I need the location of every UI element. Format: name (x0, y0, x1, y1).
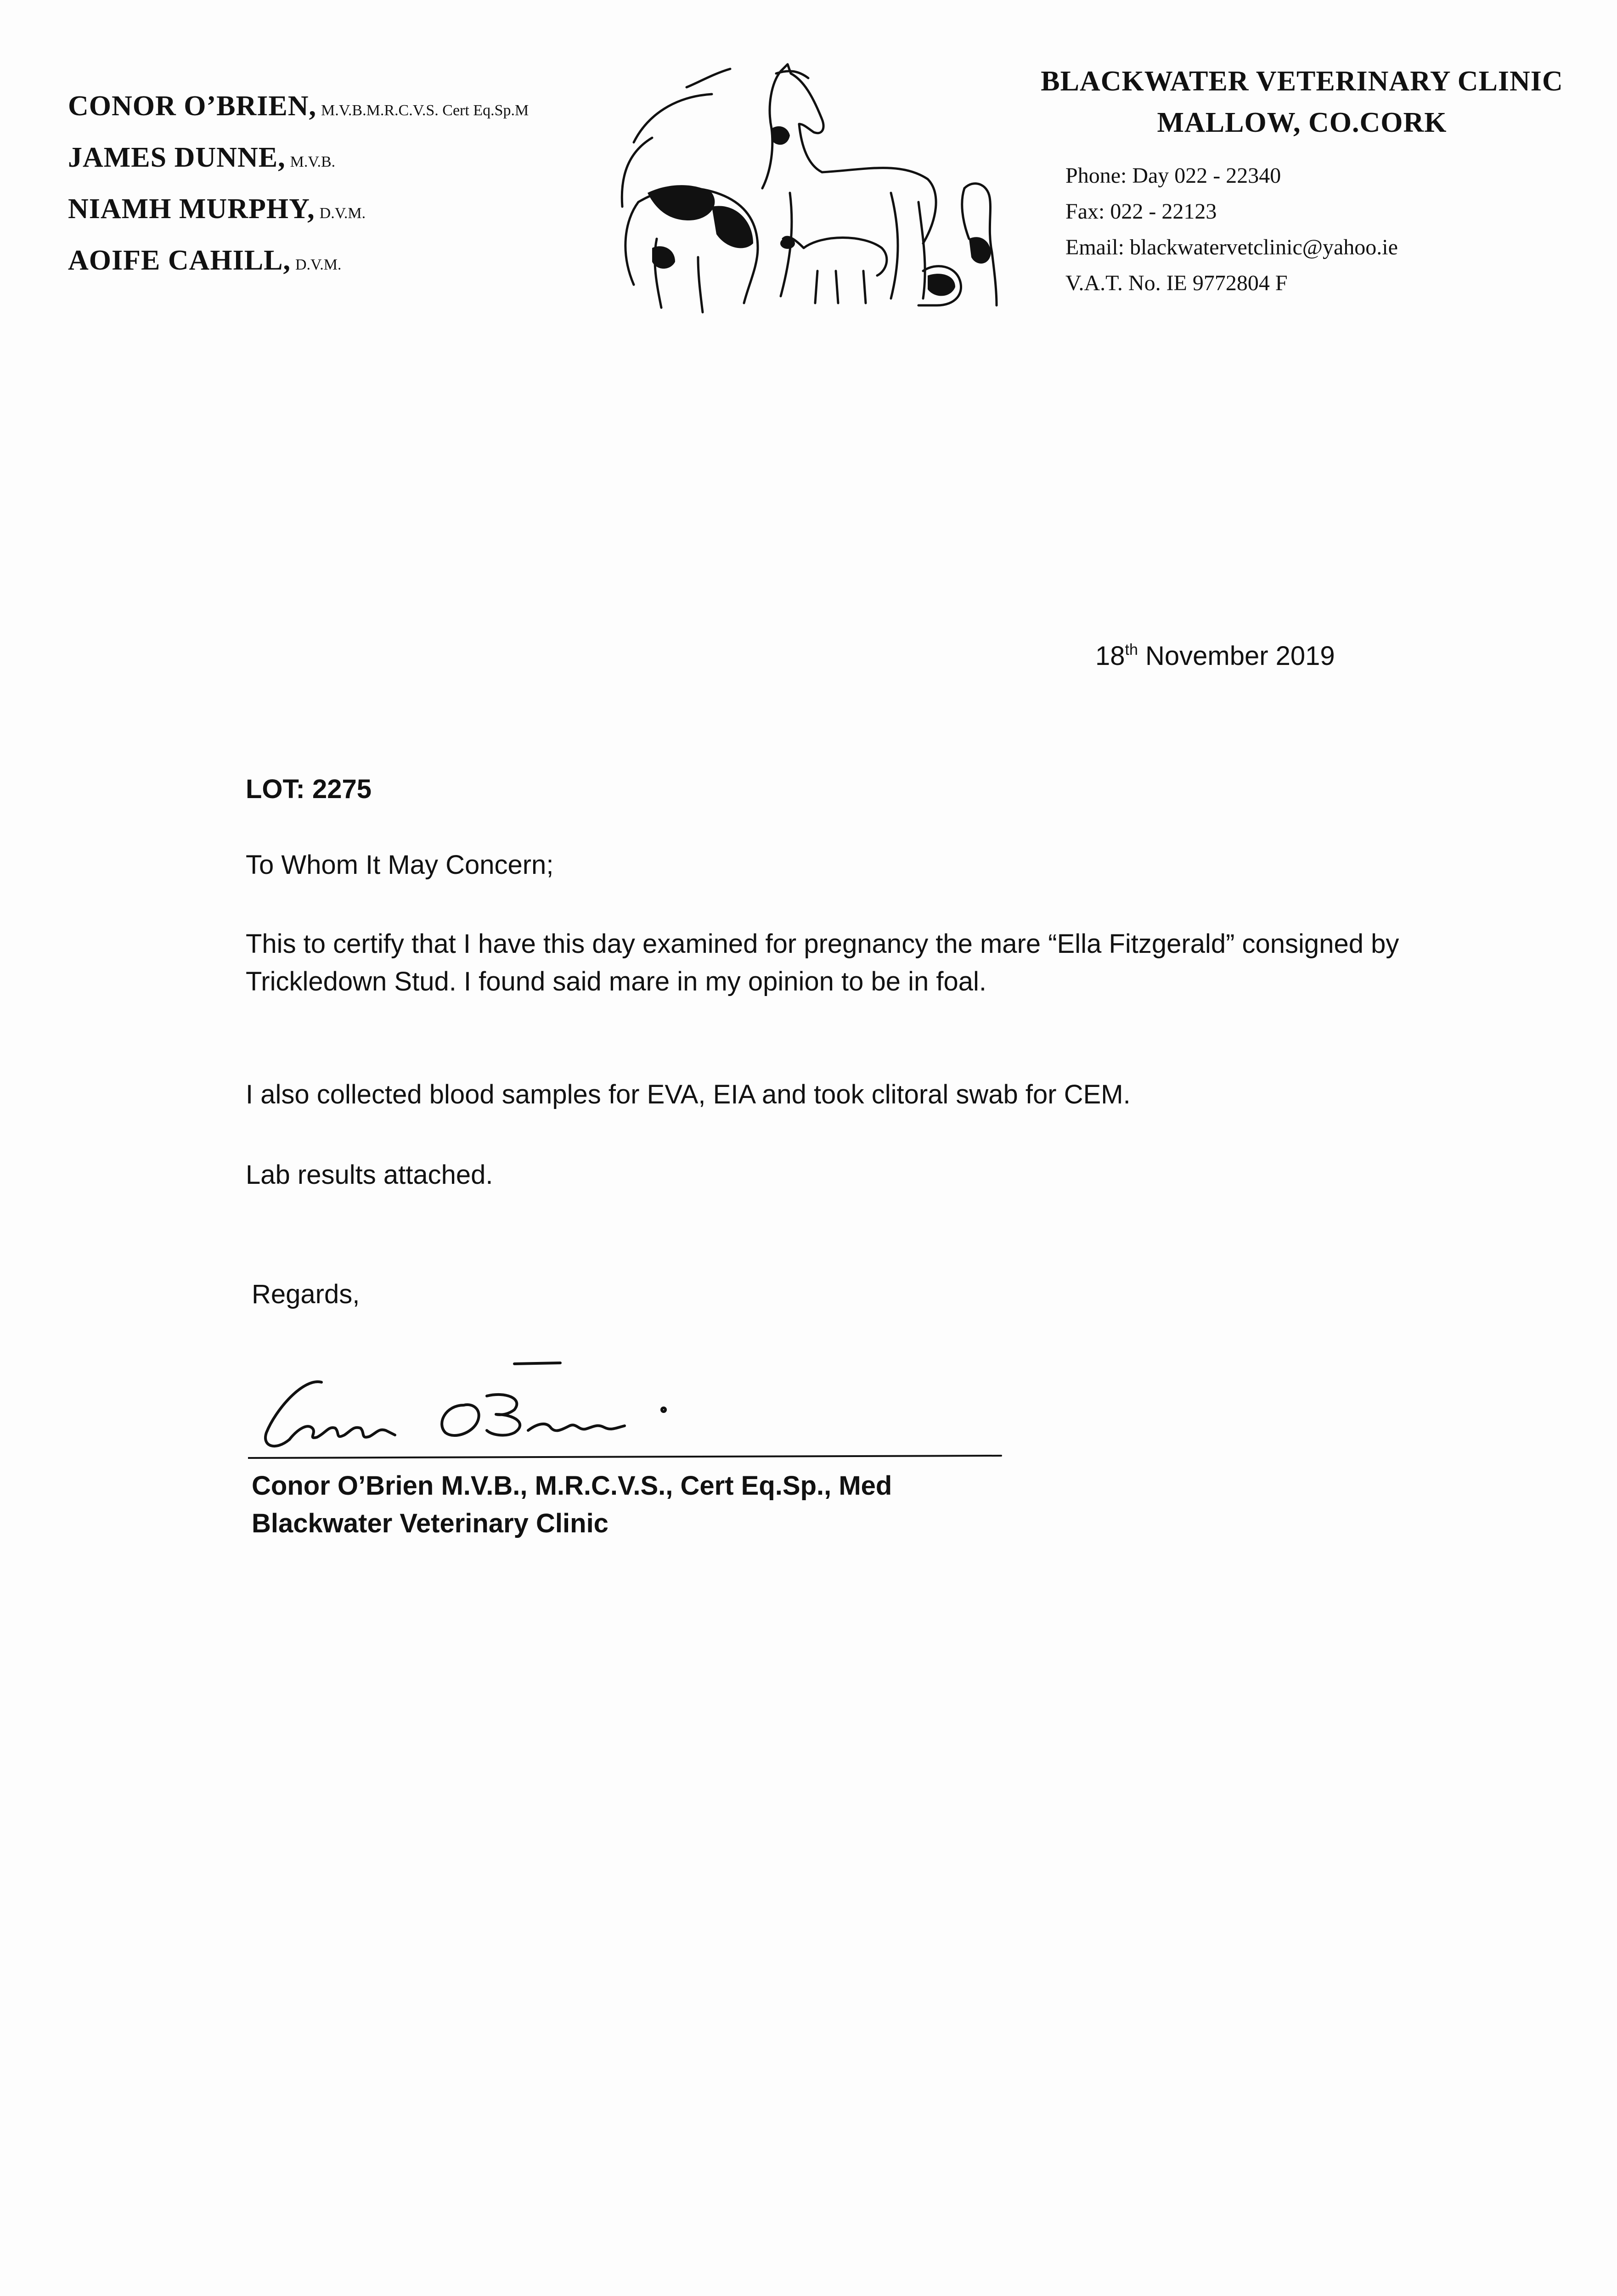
signer-organization: Blackwater Veterinary Clinic (252, 1508, 608, 1538)
date-suffix: th (1125, 641, 1138, 658)
vet-qualifications: D.V.M. (319, 205, 366, 222)
clinic-fax: Fax: 022 - 22123 (1065, 199, 1217, 224)
clinic-contacts (1015, 158, 1589, 301)
vet-name: CONOR O’BRIEN, (68, 90, 317, 122)
certification-paragraph: This to certify that I have this day examined for pregnancy the mare “Ella Fitzgerald” consigned by Trickledown Stud. I found said mare in my opinion to be in foal. (246, 929, 1399, 996)
vet-qualifications: D.V.M. (295, 256, 342, 273)
letter-date (1095, 641, 1335, 671)
clinic-location: MALLOW, CO.CORK (1157, 107, 1447, 138)
vet-name: AOIFE CAHILL, (68, 245, 291, 276)
date-day: 18 (1095, 641, 1125, 671)
clinic-phone: Phone: Day 022 - 22340 (1065, 163, 1281, 188)
clinic-email: Email: blackwatervetclinic@yahoo.ie (1065, 235, 1398, 259)
vet-row (68, 83, 529, 134)
vet-name: JAMES DUNNE, (68, 142, 286, 173)
vet-qualifications: M.V.B.M.R.C.V.S. Cert Eq.Sp.M (321, 102, 529, 119)
vet-name: NIAMH MURPHY, (68, 193, 315, 225)
vet-list (68, 83, 529, 288)
samples-paragraph: I also collected blood samples for EVA, EIA and took clitoral swab for CEM. (246, 1080, 1131, 1109)
vet-qualifications: M.V.B. (290, 153, 336, 170)
closing: Regards, (252, 1279, 360, 1309)
lot-number: LOT: 2275 (246, 774, 372, 804)
clinic-vat: V.A.T. No. IE 9772804 F (1065, 271, 1288, 295)
handwritten-signature (248, 1341, 1029, 1465)
vet-row (68, 186, 529, 237)
animals-logo-icon (606, 55, 1020, 331)
signer-block (252, 1467, 892, 1542)
lab-results-paragraph: Lab results attached. (246, 1160, 493, 1190)
signer-name: Conor O’Brien M.V.B., M.R.C.V.S., Cert Eq.Sp., Med (252, 1471, 892, 1501)
date-month-year: November 2019 (1145, 641, 1335, 671)
vet-row (68, 237, 529, 288)
vet-row (68, 134, 529, 186)
clinic-header (1015, 61, 1589, 301)
clinic-name: BLACKWATER VETERINARY CLINIC (1041, 66, 1563, 97)
salutation: To Whom It May Concern; (246, 850, 554, 880)
